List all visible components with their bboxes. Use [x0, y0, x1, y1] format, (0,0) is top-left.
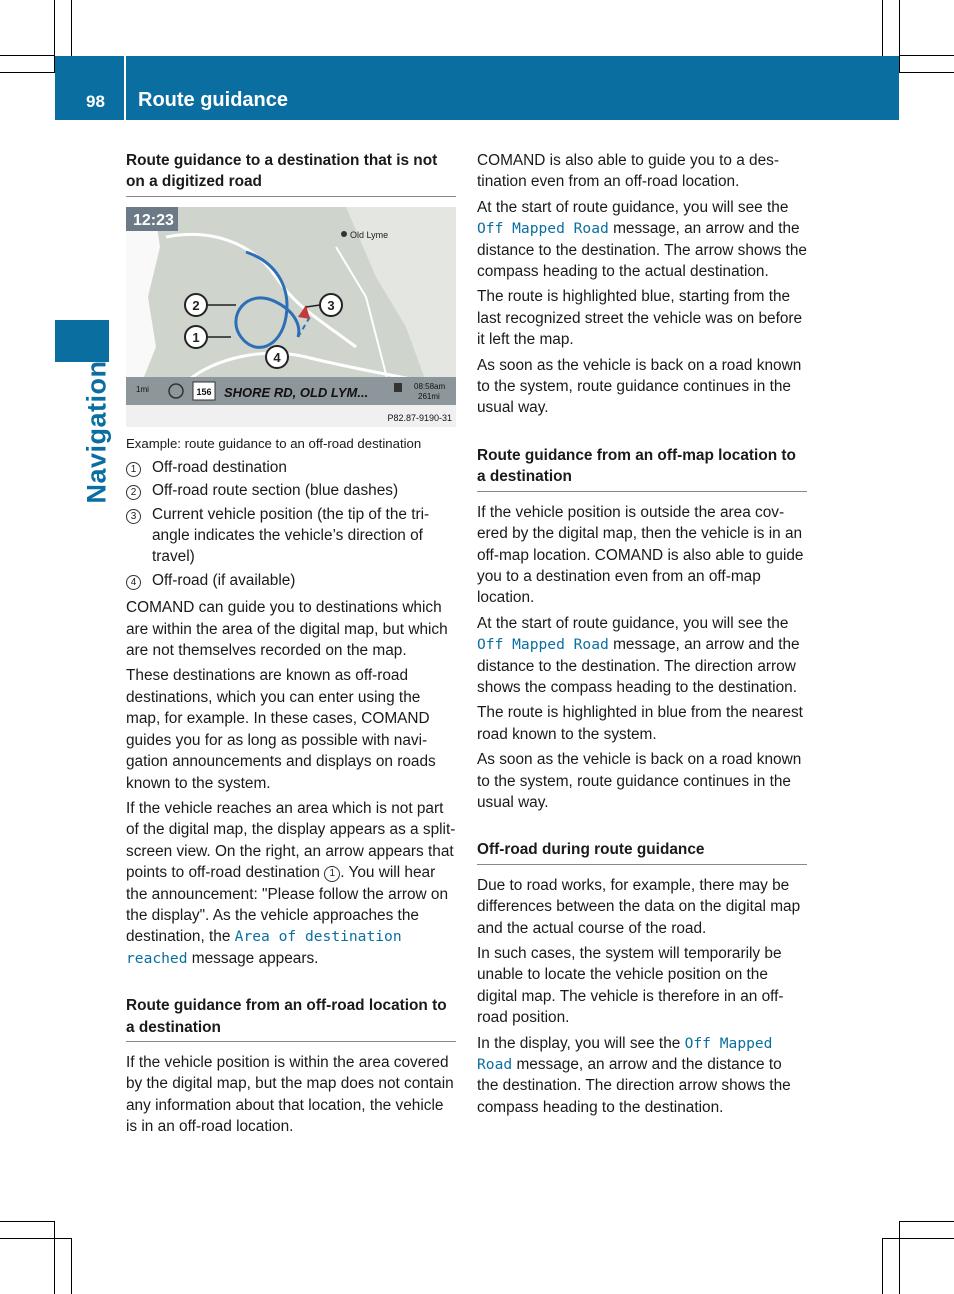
legend-number: 2 [126, 485, 141, 500]
heading-offroad-destination: Route guidance to a destination that is not on a digitized road [126, 150, 456, 197]
map-scale: 1mi [136, 384, 149, 394]
crop-mark [882, 1238, 883, 1294]
paragraph: As soon as the vehicle is back on a road known to the system, route guidance continues in the usual way. [477, 751, 802, 811]
crop-mark [899, 55, 954, 56]
legend-number: 3 [126, 509, 141, 524]
display-message: Off Mapped Road [477, 1034, 773, 1074]
paragraph: As soon as the vehicle is back on a road known to the system, route guidance continues in the usual way. [477, 356, 802, 417]
map-marker-2: 2 [192, 297, 200, 313]
legend-list [126, 457, 456, 591]
map-ref-code: P82.87-9190-31 [387, 412, 452, 423]
legend-item [126, 457, 456, 478]
header-separator [124, 56, 126, 120]
crop-mark [882, 1238, 954, 1239]
map-distance: 261mi [418, 391, 440, 401]
paragraph: Due to road works, for example, there may be differences between the data on the digital map and the actual course of the road. [477, 876, 801, 937]
paragraph: COMAND is also able to guide you to a destination even from an off-road location. [477, 152, 779, 191]
legend-text: Off-road (if available) [152, 571, 296, 589]
flag-icon [394, 383, 402, 392]
paragraph: In such cases, the system will temporarily be unable to locate the vehicle position on the digital map. The vehicle is therefore in an off-road position. [477, 945, 784, 1027]
paragraph-text: In the display, you will see the [477, 1034, 681, 1052]
paragraph-text: . You will hear the announcement: "Please follow the arrow on the display". As the vehicle approaches the destination, the [126, 864, 449, 946]
inline-marker: 1 [324, 866, 340, 882]
legend-text: Current vehicle position (the tip of the triangle indicates the vehicle’s direction of travel) [152, 505, 430, 566]
paragraph [477, 197, 807, 283]
map-speed-sign: 156 [196, 386, 212, 397]
map-graphic [126, 207, 456, 427]
section-title: Route guidance [138, 89, 289, 111]
crop-mark [0, 1238, 72, 1239]
paragraph: If the vehicle position is outside the area covered by the digital map, then the vehicle is in an off-map location. COMAND is also able to guide you to a destination even from an off-map location. [477, 503, 804, 607]
legend-number: 1 [126, 462, 141, 477]
crop-mark [0, 1221, 55, 1222]
legend-item [126, 504, 456, 568]
map-marker-1: 1 [192, 329, 200, 345]
paragraph-text: At the start of route guidance, you will see the [477, 198, 789, 216]
side-tab-label: Navigation [81, 360, 112, 504]
crop-mark [899, 1222, 900, 1294]
paragraph: COMAND can guide you to destinations which are within the area of the digital map, but which are not themselves recorded on the map. [126, 599, 448, 660]
display-message: Off Mapped Road [477, 220, 609, 238]
right-column [477, 150, 807, 1122]
heading-offroad-location: Route guidance from an off-road location to a destination [126, 995, 456, 1042]
map-eta: 08:58am [414, 381, 446, 391]
paragraph-text: At the start of route guidance, you will see the [477, 614, 789, 632]
paragraph: If the vehicle position is within the area covered by the digital map, but the map does not contain any information about that location, the vehicle is in an off-road location. [126, 1053, 454, 1136]
side-tab-marker [55, 320, 109, 362]
paragraph: The route is highlighted blue, starting from the last recognized street the vehicle was on before it left the map. [477, 288, 803, 349]
legend-text: Off-road route section (blue dashes) [152, 482, 399, 500]
crop-mark [899, 0, 900, 72]
map-place-label: Old Lyme [350, 229, 389, 240]
heading-offroad-during-guidance: Off-road during route guidance [477, 839, 807, 864]
crop-mark [882, 0, 883, 56]
map-screenshot [126, 207, 456, 427]
legend-item [126, 570, 456, 591]
paragraph [126, 798, 456, 969]
heading-offmap-location: Route guidance from an off-map location to a destination [477, 445, 807, 492]
figure-caption: Example: route guidance to an off-road destination [126, 435, 422, 451]
legend-text: Off-road destination [152, 458, 287, 476]
paragraph: These destinations are known as off-road destinations, which you can enter using the map, for example. In these cases, COMAND guides you for as long as possible with navigation announcements and displays on roads known to the system. [126, 667, 436, 792]
paragraph [477, 613, 807, 699]
paragraph-text: message, an arrow and the distance to the destination. The direction arrow shows the compass heading to the destination. [477, 1056, 791, 1116]
page-number: 98 [86, 92, 105, 111]
map-marker-4: 4 [273, 349, 281, 365]
paragraph: The route is highlighted in blue from the nearest road known to the system. [477, 704, 803, 743]
crop-mark [71, 1238, 72, 1294]
legend-item [126, 480, 456, 501]
display-message: Area of destination reached [126, 928, 402, 967]
crop-mark [71, 0, 72, 56]
paragraph-text: message, an arrow and the distance to the destination. The direction arrow shows the compass heading to the destination. [477, 636, 800, 696]
legend-number: 4 [126, 575, 141, 590]
display-message: Off Mapped Road [477, 636, 609, 654]
paragraph-text: If the vehicle reaches an area which is not part of the digital map, the display appears as a split-screen view. On the right, an arrow appears that points to off-road destination [126, 799, 456, 882]
paragraph-text: message, an arrow and the distance to the destination. The arrow shows the compass heading to the actual destination. [477, 220, 807, 281]
map-marker-3: 3 [327, 297, 335, 313]
left-column [126, 150, 456, 1142]
crop-mark [54, 1222, 55, 1294]
map-road-label: SHORE RD, OLD LYM... [224, 384, 369, 400]
paragraph-text: message appears. [191, 949, 319, 967]
paragraph [477, 1033, 807, 1119]
crop-mark [0, 55, 55, 56]
crop-mark [899, 1221, 954, 1222]
map-time: 12:23 [133, 211, 174, 229]
